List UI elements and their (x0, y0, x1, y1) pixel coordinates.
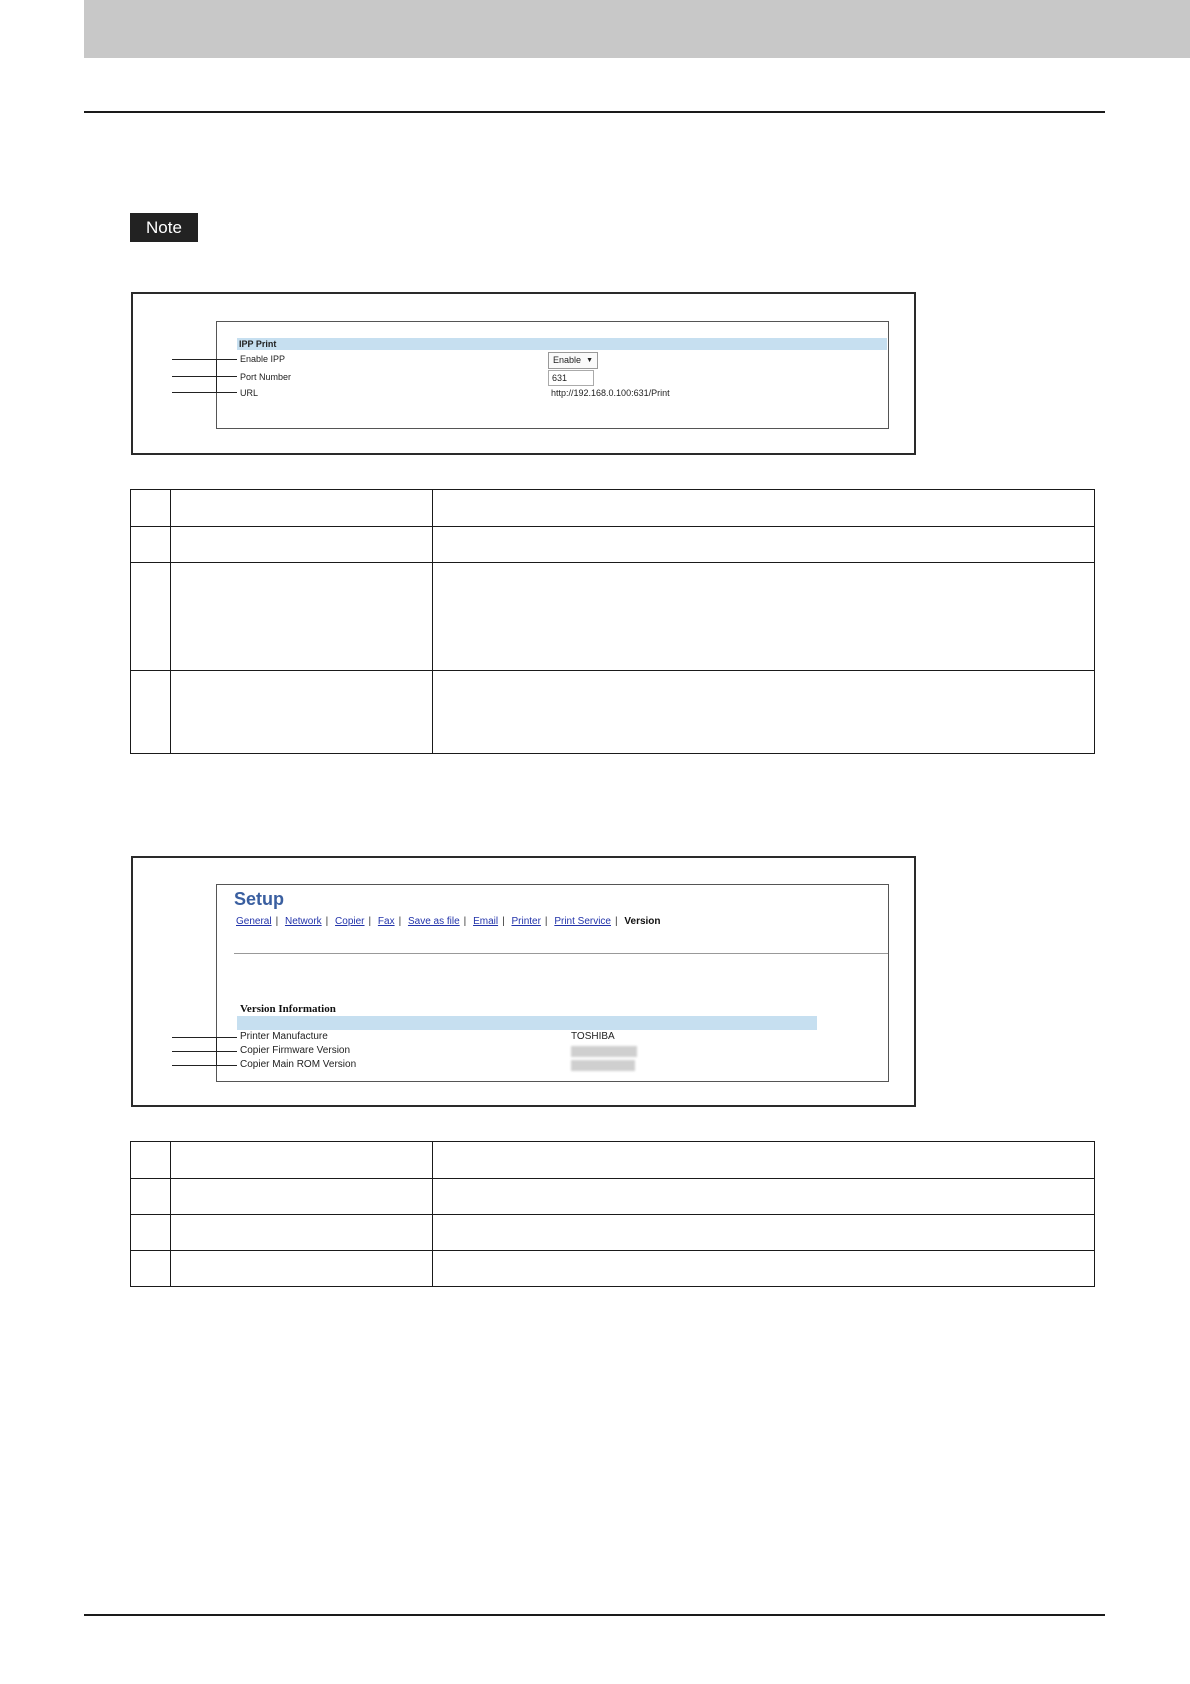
nav-separator: | (544, 916, 548, 927)
version-section-bar (237, 1016, 817, 1030)
ipp-label-port: Port Number (240, 372, 292, 382)
callout-line (172, 376, 237, 377)
nav-link-general[interactable]: General (236, 916, 272, 927)
note-badge: Note (130, 213, 198, 242)
version-label-firmware: Copier Firmware Version (240, 1045, 351, 1056)
callout-line (172, 1037, 237, 1038)
version-value-main-rom-redacted (571, 1060, 635, 1071)
ipp-section-title: IPP Print (239, 339, 277, 349)
nav-link-print-service[interactable]: Print Service (554, 916, 611, 927)
nav-link-save-as-file[interactable]: Save as file (407, 916, 460, 927)
ipp-url-value: http://192.168.0.100:631/Print (551, 388, 670, 398)
nav-separator: | (463, 916, 467, 927)
setup-nav (236, 916, 661, 927)
version-label-manufacture: Printer Manufacture (240, 1031, 328, 1042)
nav-divider (234, 953, 888, 954)
nav-link-fax[interactable]: Fax (377, 916, 395, 927)
callout-line (172, 1051, 237, 1052)
chevron-down-icon: ▼ (586, 357, 593, 364)
nav-link-email[interactable]: Email (473, 916, 499, 927)
enable-ipp-select[interactable] (548, 352, 598, 369)
version-label-main-rom: Copier Main ROM Version (240, 1059, 357, 1070)
nav-separator: | (325, 916, 329, 927)
callout-line (172, 1065, 237, 1066)
nav-separator: | (502, 916, 505, 927)
ipp-label-enable: Enable IPP (240, 354, 286, 364)
ipp-label-url: URL (240, 388, 259, 398)
port-number-input[interactable]: 631 (548, 370, 594, 386)
nav-separator: | (398, 916, 402, 927)
nav-link-network[interactable]: Network (284, 916, 322, 927)
version-value-firmware-redacted (571, 1046, 637, 1057)
nav-separator: | (368, 916, 372, 927)
setup-title: Setup (234, 889, 285, 909)
page-header-bar (84, 0, 1190, 58)
ipp-description-table (130, 489, 1095, 754)
nav-link-printer[interactable]: Printer (511, 916, 541, 927)
callout-connector (216, 359, 217, 392)
nav-separator: | (615, 916, 618, 927)
footer-rule (84, 1614, 1105, 1616)
ipp-section-bar (237, 338, 887, 350)
nav-current-version: Version (624, 916, 661, 927)
callout-line (172, 359, 237, 360)
version-value-manufacture: TOSHIBA (571, 1031, 615, 1042)
header-rule (84, 111, 1105, 113)
version-description-table (130, 1141, 1095, 1287)
nav-separator: | (275, 916, 279, 927)
nav-link-copier[interactable]: Copier (335, 916, 365, 927)
callout-connector (216, 1037, 217, 1065)
version-section-title: Version Information (240, 1003, 336, 1015)
enable-ipp-select-value: Enable (553, 355, 582, 365)
callout-line (172, 392, 237, 393)
